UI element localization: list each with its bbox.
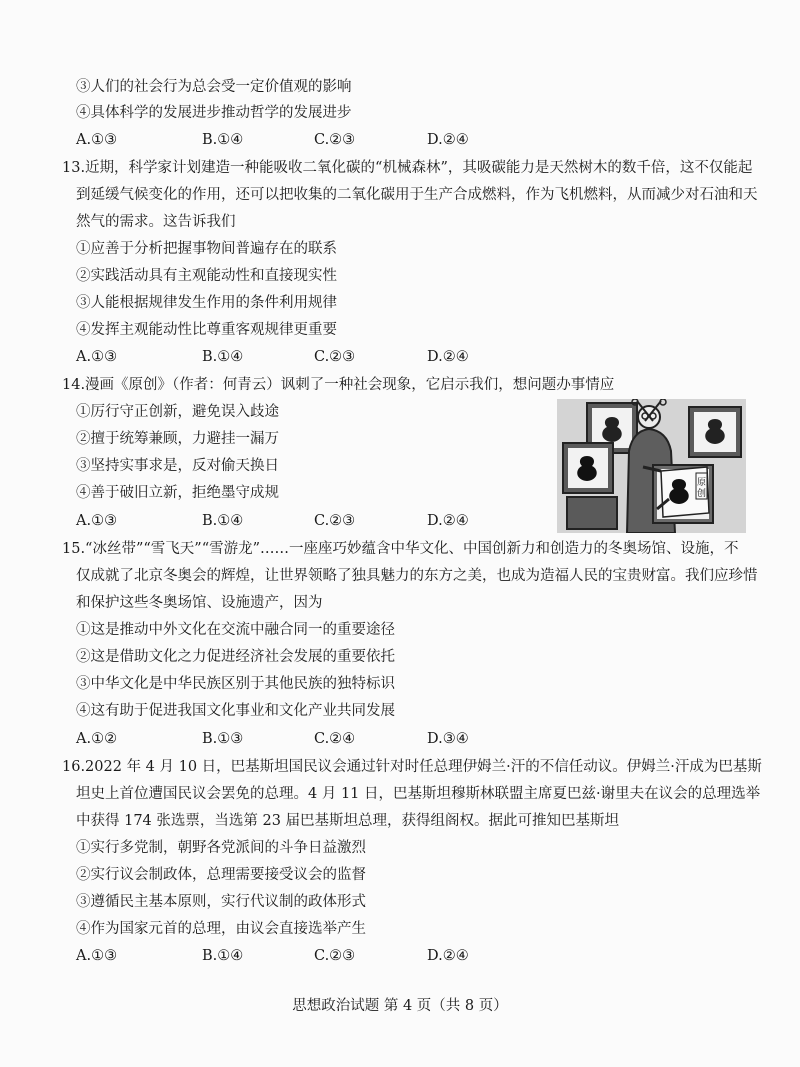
q15-choices <box>76 729 556 749</box>
q15-stem-line-1: 15.“冰丝带”“雪飞天”“雪游龙”……一座座巧妙蕴含中华文化、中国创新力和创造力的冬奥场馆、设施，不 <box>62 541 739 557</box>
cartoon-label-2: 创 <box>696 489 707 499</box>
choice-c: C.②③ <box>314 349 356 365</box>
choice-a: A.①③ <box>76 948 118 964</box>
choice-d: D.②④ <box>427 948 469 964</box>
q13-option-3: ③人能根据规律发生作用的条件利用规律 <box>76 295 337 311</box>
q15-option-1: ①这是推动中外文化在交流中融合同一的重要途径 <box>76 622 395 638</box>
choice-d: D.②④ <box>427 513 469 529</box>
choice-a: A.①② <box>76 731 118 747</box>
q14-option-4: ④善于破旧立新，拒绝墨守成规 <box>76 485 279 501</box>
q13-option-4: ④发挥主观能动性比尊重客观规律更重要 <box>76 322 337 338</box>
choice-b: B.①④ <box>202 132 244 148</box>
q12-option-3: ③人们的社会行为总会受一定价值观的影响 <box>76 79 352 95</box>
q15-option-2: ②这是借助文化之力促进经济社会发展的重要依托 <box>76 649 395 665</box>
q13-stem-line-3: 然气的需求。这告诉我们 <box>76 214 236 230</box>
q12-option-4: ④具体科学的发展进步推动哲学的发展进步 <box>76 105 352 121</box>
q15-option-4: ④这有助于促进我国文化事业和文化产业共同发展 <box>76 703 395 719</box>
q16-option-1: ①实行多党制，朝野各党派间的斗争日益激烈 <box>76 840 366 856</box>
q16-stem-line-3: 中获得 174 张选票，当选第 23 届巴基斯坦总理，获得组阁权。据此可推知巴基斯坦 <box>76 813 620 829</box>
choice-a: A.①③ <box>76 132 118 148</box>
q14-stem-line-1: 14.漫画《原创》（作者：何青云）讽刺了一种社会现象，它启示我们，想问题办事情应 <box>62 377 615 393</box>
choice-b: B.①④ <box>202 948 244 964</box>
q13-stem-line-2: 到延缓气候变化的作用，还可以把收集的二氧化碳用于生产合成燃料，作为飞机燃料，从而减少对石油和天 <box>76 187 758 203</box>
q16-option-3: ③遵循民主基本原则，实行代议制的政体形式 <box>76 894 366 910</box>
choice-b: B.①③ <box>202 731 244 747</box>
choice-a: A.①③ <box>76 513 118 529</box>
q13-stem-line-1: 13.近期，科学家计划建造一种能吸收二氧化碳的“机械森林”，其吸碳能力是天然树木的数千倍，这不仅能起 <box>62 160 753 176</box>
q14-option-1: ①厉行守正创新，避免误入歧途 <box>76 404 279 420</box>
q13-option-1: ①应善于分析把握事物间普遍存在的联系 <box>76 241 337 257</box>
choice-b: B.①④ <box>202 349 244 365</box>
q12-choices <box>76 130 556 150</box>
choice-d: D.②④ <box>427 349 469 365</box>
q15-option-3: ③中华文化是中华民族区别于其他民族的独特标识 <box>76 676 395 692</box>
choice-c: C.②④ <box>314 731 356 747</box>
choice-c: C.②③ <box>314 948 356 964</box>
q14-option-2: ②擅于统筹兼顾，力避挂一漏万 <box>76 431 279 447</box>
q16-stem-line-2: 坦史上首位遭国民议会罢免的总理。4 月 11 日，巴基斯坦穆斯林联盟主席夏巴兹·谢里夫在议会的总理选举 <box>76 786 761 802</box>
choice-c: C.②③ <box>314 132 356 148</box>
q13-option-2: ②实践活动具有主观能动性和直接现实性 <box>76 268 337 284</box>
cartoon-label-1: 原 <box>696 478 707 488</box>
q14-option-3: ③坚持实事求是，反对偷天换日 <box>76 458 279 474</box>
q16-stem-line-1: 16.2022 年 4 月 10 日，巴基斯坦国民议会通过针对时任总理伊姆兰·汗的不信任动议。伊姆兰·汗成为巴基斯 <box>62 759 762 775</box>
choice-b: B.①④ <box>202 513 244 529</box>
q16-choices <box>76 946 556 966</box>
page-footer: 思想政治试题 第 4 页（共 8 页） <box>292 998 508 1014</box>
q13-choices <box>76 347 556 367</box>
choice-d: D.②④ <box>427 132 469 148</box>
choice-d: D.③④ <box>427 731 469 747</box>
q16-option-2: ②实行议会制政体，总理需要接受议会的监督 <box>76 867 366 883</box>
q16-option-4: ④作为国家元首的总理，由议会直接选举产生 <box>76 921 366 937</box>
choice-c: C.②③ <box>314 513 356 529</box>
q14-choices <box>76 511 556 531</box>
q15-stem-line-3: 和保护这些冬奥场馆、设施遗产，因为 <box>76 595 323 611</box>
cartoon-original-creation <box>557 399 746 533</box>
q15-stem-line-2: 仅成就了北京冬奥会的辉煌，让世界领略了独具魅力的东方之美，也成为造福人民的宝贵财富。我们应珍惜 <box>76 568 758 584</box>
choice-a: A.①③ <box>76 349 118 365</box>
